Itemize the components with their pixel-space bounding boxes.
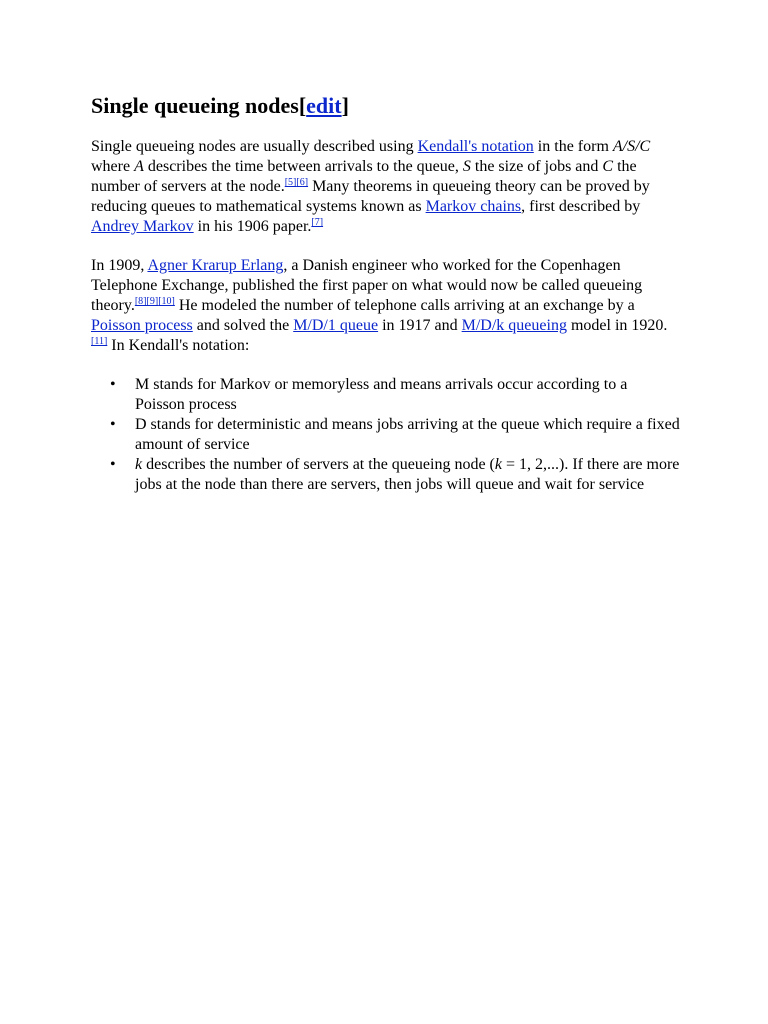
- link-poisson-process[interactable]: Poisson process: [91, 317, 193, 334]
- text: the size of jobs and: [470, 158, 603, 175]
- notation-asc: A/S/C: [612, 138, 651, 155]
- link-mdk-queueing[interactable]: M/D/k queueing: [461, 317, 567, 334]
- notation-k: k: [135, 456, 143, 473]
- link-andrey-markov[interactable]: Andrey Markov: [91, 218, 194, 235]
- link-md1-queue[interactable]: M/D/1 queue: [293, 317, 379, 334]
- citation-9[interactable]: [9]: [146, 296, 159, 307]
- citation-7[interactable]: [7]: [311, 217, 324, 228]
- link-agner-krarup-erlang[interactable]: Agner Krarup Erlang: [147, 257, 284, 274]
- notation-s: S: [462, 158, 471, 175]
- link-kendalls-notation[interactable]: Kendall's notation: [417, 138, 534, 155]
- list-item-text: describes the number of servers at the queueing node (: [142, 456, 495, 473]
- list-item: [91, 415, 681, 455]
- bullet-icon: •: [110, 376, 116, 393]
- paragraph-intro: [91, 137, 681, 237]
- text: Single queueing nodes are usually described using: [91, 138, 418, 155]
- paragraph-erlang: [91, 256, 681, 356]
- citation-6[interactable]: [6]: [296, 177, 309, 188]
- list-item: [91, 375, 681, 415]
- text: in his 1906 paper.: [193, 218, 312, 235]
- bullet-icon: •: [110, 456, 116, 473]
- text: model in 1920.: [566, 317, 668, 334]
- list-item-text: M stands for Markov or memoryless and means arrivals occur according to a Poisson process: [135, 376, 628, 413]
- citation-5[interactable]: [5]: [284, 177, 297, 188]
- text: in the form: [533, 138, 613, 155]
- citation-8[interactable]: [8]: [134, 296, 147, 307]
- text: describes the time between arrivals to the queue,: [143, 158, 463, 175]
- notation-a: A: [134, 158, 144, 175]
- kendall-notation-list: [91, 375, 681, 495]
- notation-k: k: [494, 456, 502, 473]
- text: the number of servers at the node.: [91, 158, 637, 195]
- list-item-text: = 1, 2,...). If there are more jobs at the node than there are servers, then jobs will queue and wait for service: [135, 456, 680, 493]
- text: Many theorems in queueing theory can be proved by reducing queues to mathematical systems known as: [91, 178, 650, 215]
- text: , a Danish engineer who worked for the Copenhagen Telephone Exchange, published the first paper on what would now be called queueing theory.: [91, 257, 643, 314]
- text: , first described by: [521, 198, 641, 215]
- text: where: [91, 158, 135, 175]
- citation-11[interactable]: [11]: [91, 336, 108, 347]
- text: in 1917 and: [378, 317, 462, 334]
- section-title: Single queueing nodes: [91, 93, 299, 118]
- notation-c: C: [602, 158, 614, 175]
- text: In Kendall's notation:: [107, 337, 250, 354]
- edit-link[interactable]: edit: [306, 93, 342, 118]
- list-item: [91, 455, 681, 495]
- list-item-text: D stands for deterministic and means jobs arriving at the queue which require a fixed amount of service: [135, 416, 680, 453]
- link-markov-chains[interactable]: Markov chains: [425, 198, 522, 215]
- citation-10[interactable]: [10]: [158, 296, 175, 307]
- bullet-icon: •: [110, 416, 116, 433]
- text: and solved the: [192, 317, 294, 334]
- edit-bracket-close: ]: [341, 93, 349, 118]
- text: He modeled the number of telephone calls arriving at an exchange by a: [174, 297, 635, 314]
- section-heading: [91, 88, 681, 124]
- text: In 1909,: [91, 257, 148, 274]
- article-section: [91, 88, 681, 495]
- edit-bracket-open: [: [298, 93, 307, 118]
